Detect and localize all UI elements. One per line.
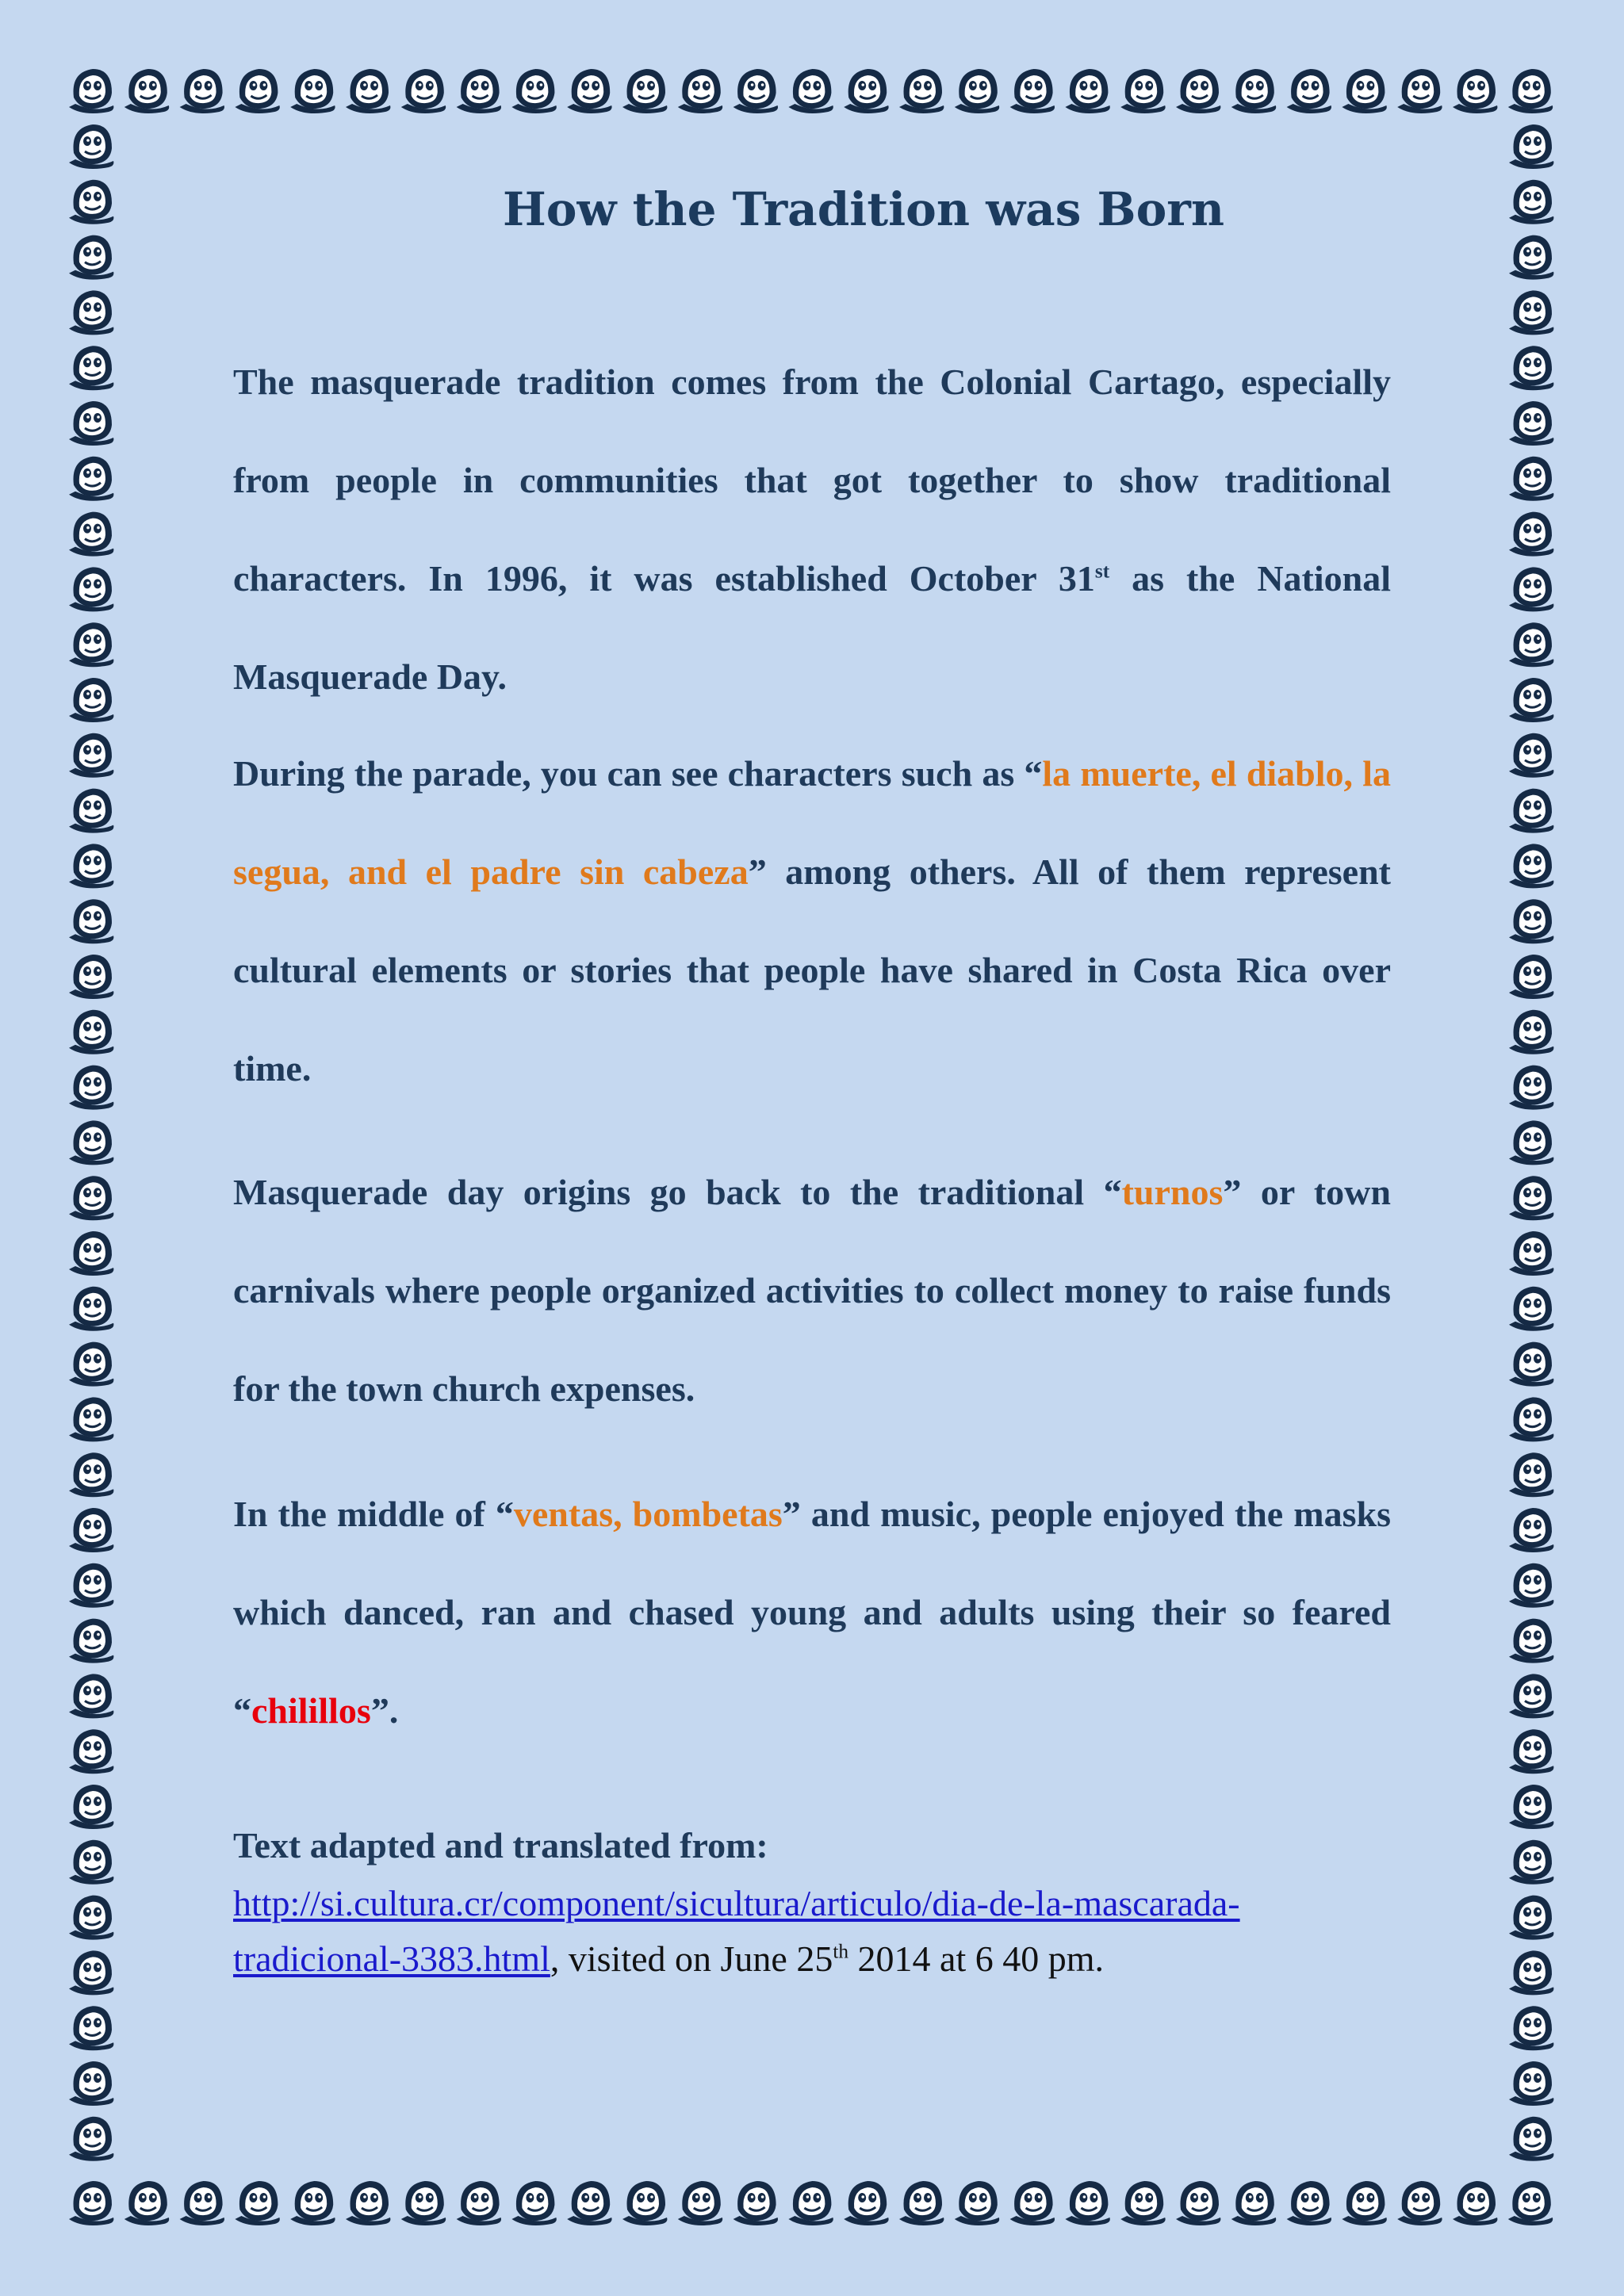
mask-icon bbox=[1509, 567, 1553, 611]
mask-icon bbox=[1010, 69, 1055, 113]
mask-icon bbox=[124, 69, 169, 113]
mask-icon bbox=[1509, 1120, 1553, 1165]
mask-icon bbox=[1010, 2181, 1055, 2225]
paragraph-masks bbox=[233, 1465, 1391, 1760]
mask-icon bbox=[1509, 457, 1553, 501]
mask-icon bbox=[69, 512, 113, 557]
highlighted-chilillos: chilillos bbox=[251, 1690, 371, 1731]
mask-icon bbox=[69, 1950, 113, 1995]
source-details bbox=[233, 1876, 1391, 1987]
mask-icon bbox=[69, 457, 113, 501]
mask-icon bbox=[1509, 1010, 1553, 1054]
decorative-border-bottom bbox=[63, 2174, 1559, 2229]
mask-icon bbox=[1509, 2006, 1553, 2050]
mask-icon bbox=[788, 2181, 833, 2225]
page-title: How the Tradition was Born bbox=[503, 182, 1224, 236]
mask-icon bbox=[1509, 1619, 1553, 1663]
paragraph-text: The masquerade tradition comes from the Colonial Cartago, especially from people in communities that got together to show traditional characters. In 1996, it was established October 31 bbox=[233, 362, 1391, 599]
mask-icon bbox=[1509, 1508, 1553, 1552]
mask-icon bbox=[511, 2181, 556, 2225]
mask-icon bbox=[1120, 69, 1165, 113]
decorative-border-right bbox=[1503, 117, 1559, 2174]
mask-icon bbox=[401, 2181, 446, 2225]
mask-icon bbox=[1065, 69, 1109, 113]
mask-icon bbox=[69, 789, 113, 833]
mask-icon bbox=[69, 733, 113, 778]
mask-icon bbox=[346, 69, 390, 113]
mask-icon bbox=[678, 2181, 722, 2225]
mask-icon bbox=[1509, 2117, 1553, 2161]
mask-icon bbox=[1508, 2181, 1553, 2225]
mask-icon bbox=[69, 1231, 113, 1276]
mask-icon bbox=[1509, 1342, 1553, 1387]
visited-date-text: , visited on June 25 bbox=[550, 1938, 833, 1979]
mask-icon bbox=[69, 1397, 113, 1441]
mask-icon bbox=[290, 2181, 335, 2225]
mask-icon bbox=[69, 1508, 113, 1552]
visited-date-text: 2014 at 6 40 pm. bbox=[848, 1938, 1105, 1979]
mask-icon bbox=[1509, 955, 1553, 999]
source-label: Text adapted and translated from: bbox=[233, 1825, 768, 1866]
mask-icon bbox=[1508, 69, 1553, 113]
mask-icon bbox=[622, 69, 667, 113]
mask-icon bbox=[69, 1840, 113, 1885]
mask-icon bbox=[1509, 1674, 1553, 1718]
mask-icon bbox=[1453, 2181, 1497, 2225]
mask-icon bbox=[69, 2181, 113, 2225]
mask-icon bbox=[1509, 512, 1553, 557]
mask-icon bbox=[1509, 1397, 1553, 1441]
mask-icon bbox=[235, 2181, 279, 2225]
mask-icon bbox=[1342, 69, 1386, 113]
paragraph-text: In the middle of “ bbox=[233, 1494, 514, 1534]
mask-icon bbox=[69, 1010, 113, 1054]
mask-icon bbox=[69, 1674, 113, 1718]
mask-icon bbox=[1287, 2181, 1331, 2225]
mask-icon bbox=[1509, 2061, 1553, 2106]
mask-icon bbox=[180, 2181, 224, 2225]
paragraph-text: During the parade, you can see characters such as “ bbox=[233, 753, 1043, 794]
mask-icon bbox=[1509, 1950, 1553, 1995]
mask-icon bbox=[844, 2181, 888, 2225]
mask-icon bbox=[69, 1896, 113, 1940]
mask-icon bbox=[346, 2181, 390, 2225]
mask-icon bbox=[180, 69, 224, 113]
mask-icon bbox=[69, 235, 113, 280]
mask-icon bbox=[69, 1785, 113, 1829]
mask-icon bbox=[457, 2181, 501, 2225]
decorative-border-top bbox=[63, 62, 1559, 117]
decorative-border-left bbox=[63, 117, 119, 2174]
mask-icon bbox=[733, 69, 778, 113]
mask-icon bbox=[955, 69, 999, 113]
mask-icon bbox=[69, 180, 113, 224]
mask-icon bbox=[69, 955, 113, 999]
ordinal-suffix: th bbox=[833, 1940, 849, 1963]
paragraph-origins bbox=[233, 333, 1391, 726]
paragraph-turnos bbox=[233, 1143, 1391, 1438]
mask-icon bbox=[1509, 1785, 1553, 1829]
mask-icon bbox=[1509, 124, 1553, 169]
paragraph-text: ” or town carnivals where people organized activities to collect money to raise funds for the town church expenses. bbox=[233, 1172, 1391, 1409]
mask-icon bbox=[401, 69, 446, 113]
mask-icon bbox=[1509, 678, 1553, 722]
mask-icon bbox=[1509, 789, 1553, 833]
mask-icon bbox=[1509, 180, 1553, 224]
mask-icon bbox=[1120, 2181, 1165, 2225]
mask-icon-column-left bbox=[63, 117, 119, 2174]
source-citation bbox=[233, 1816, 1391, 1987]
mask-icon bbox=[1509, 401, 1553, 446]
mask-icon bbox=[124, 2181, 169, 2225]
mask-icon bbox=[1509, 1231, 1553, 1276]
mask-icon bbox=[1509, 1729, 1553, 1774]
mask-icon bbox=[1509, 346, 1553, 390]
mask-icon bbox=[622, 2181, 667, 2225]
mask-icon bbox=[899, 69, 944, 113]
mask-icon bbox=[1509, 1896, 1553, 1940]
mask-icon bbox=[899, 2181, 944, 2225]
mask-icon bbox=[69, 1176, 113, 1220]
mask-icon bbox=[1231, 2181, 1276, 2225]
mask-icon bbox=[1176, 2181, 1220, 2225]
mask-icon bbox=[69, 69, 113, 113]
mask-icon bbox=[1509, 1452, 1553, 1497]
mask-icon bbox=[1231, 69, 1276, 113]
paragraph-text: ” among others. All of them represent cultural elements or stories that people have shared in Costa Rica over time. bbox=[233, 851, 1391, 1089]
mask-icon bbox=[69, 1342, 113, 1387]
mask-icon bbox=[235, 69, 279, 113]
paragraph-text: ”. bbox=[370, 1690, 399, 1731]
mask-icon bbox=[457, 69, 501, 113]
mask-icon bbox=[1509, 899, 1553, 943]
ordinal-suffix: st bbox=[1094, 560, 1110, 583]
mask-icon bbox=[733, 2181, 778, 2225]
mask-icon bbox=[955, 2181, 999, 2225]
mask-icon bbox=[69, 346, 113, 390]
mask-icon bbox=[69, 2117, 113, 2161]
mask-icon bbox=[567, 2181, 611, 2225]
mask-icon bbox=[1509, 844, 1553, 888]
highlighted-characters: la muerte, el diablo, la segua, and el padre sin cabeza bbox=[233, 753, 1391, 892]
mask-icon bbox=[1509, 1066, 1553, 1110]
highlighted-turnos: turnos bbox=[1121, 1172, 1224, 1212]
mask-icon bbox=[678, 69, 722, 113]
mask-icon-column-right bbox=[1503, 117, 1559, 2174]
source-link[interactable]: http://si.cultura.cr/component/sicultura/articulo/dia-de-la-mascarada-tradicional-3383.html bbox=[233, 1883, 1240, 1979]
mask-icon bbox=[844, 69, 888, 113]
mask-icon bbox=[1509, 290, 1553, 335]
mask-icon bbox=[567, 69, 611, 113]
mask-icon bbox=[788, 69, 833, 113]
mask-icon bbox=[1176, 69, 1220, 113]
mask-icon bbox=[69, 1563, 113, 1608]
mask-icon bbox=[69, 1729, 113, 1774]
mask-icon bbox=[1509, 733, 1553, 778]
paragraph-characters bbox=[233, 725, 1391, 1118]
mask-icon bbox=[1287, 69, 1331, 113]
mask-icon bbox=[1397, 69, 1442, 113]
mask-icon bbox=[69, 1287, 113, 1331]
mask-icon bbox=[511, 69, 556, 113]
paragraph-text: ” and music, people enjoyed the masks which danced, ran and chased young and adults using their so feared “ bbox=[233, 1494, 1392, 1731]
paragraph-text: Masquerade day origins go back to the traditional “ bbox=[233, 1172, 1122, 1212]
document-body bbox=[233, 182, 1392, 1979]
mask-icon bbox=[290, 69, 335, 113]
mask-icon bbox=[69, 401, 113, 446]
paragraph-text: as the National Masquerade Day. bbox=[233, 558, 1391, 697]
mask-icon bbox=[1509, 235, 1553, 280]
mask-icon bbox=[69, 1619, 113, 1663]
mask-icon bbox=[69, 1120, 113, 1165]
mask-icon bbox=[69, 1452, 113, 1497]
mask-icon bbox=[1065, 2181, 1109, 2225]
mask-icon bbox=[69, 2006, 113, 2050]
mask-icon bbox=[1509, 1176, 1553, 1220]
mask-icon bbox=[1397, 2181, 1442, 2225]
mask-icon bbox=[69, 567, 113, 611]
mask-icon bbox=[1509, 1563, 1553, 1608]
mask-icon bbox=[69, 1066, 113, 1110]
mask-icon bbox=[1509, 1840, 1553, 1885]
mask-icon bbox=[1509, 1287, 1553, 1331]
mask-icon bbox=[69, 678, 113, 722]
mask-icon bbox=[69, 622, 113, 667]
mask-icon bbox=[69, 124, 113, 169]
mask-icon-row-top bbox=[63, 62, 1559, 117]
mask-icon bbox=[1453, 69, 1497, 113]
mask-icon bbox=[69, 290, 113, 335]
mask-icon-row-bottom bbox=[63, 2174, 1559, 2229]
mask-icon bbox=[69, 899, 113, 943]
highlighted-ventas-bombetas: ventas, bombetas bbox=[513, 1494, 783, 1534]
mask-icon bbox=[1342, 2181, 1386, 2225]
mask-icon bbox=[69, 2061, 113, 2106]
mask-icon bbox=[69, 844, 113, 888]
mask-icon bbox=[1509, 622, 1553, 667]
